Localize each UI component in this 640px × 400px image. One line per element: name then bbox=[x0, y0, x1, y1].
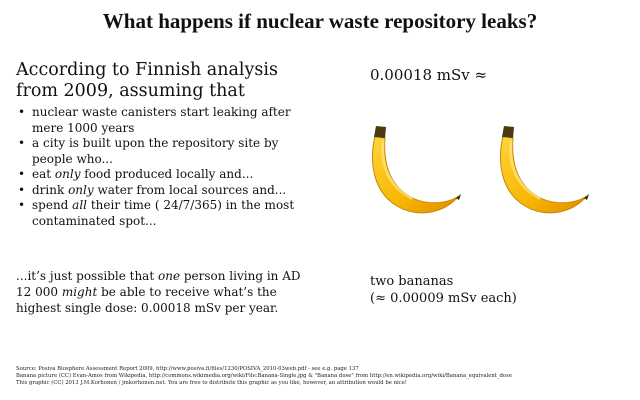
source-notes bbox=[16, 366, 628, 387]
banana-icon bbox=[355, 122, 465, 222]
source-line: This graphic (CC) 2013 J.M.Korhonen / jmkorhonen.net. You are free to distribute this graphic as you like, however, an attribution would be nice! bbox=[16, 380, 407, 386]
banana-icon bbox=[483, 122, 593, 222]
page-title: What happens if nuclear waste repository leaks? bbox=[102, 9, 538, 33]
dose-value: 0.00018 mSv ≈ bbox=[370, 66, 488, 84]
list-item: • drink only water from local sources and... bbox=[18, 182, 287, 197]
intro-text: According to Finnish analysis from 2009, assuming that bbox=[16, 60, 278, 101]
source-line: Banana picture (CC) Evan-Amos from Wikipedia, http://commons.wikimedia.org/wiki/File:Banana-Single.jpg & "Banana dose" from http://en.wikipedia.org/wiki/Banana_equivalent_dose bbox=[16, 373, 512, 379]
assumption-list bbox=[16, 105, 316, 229]
list-item: • spend all their time ( 24/7/365) in the most contaminated spot... bbox=[18, 198, 295, 228]
list-item: • a city is built upon the repository site by people who... bbox=[18, 136, 279, 166]
list-item: • nuclear waste canisters start leaking after mere 1000 years bbox=[18, 105, 291, 135]
source-line: Source: Posiva Biosphere Assessment Report 2009, http://www.posiva.fi/files/1230/POSIVA_2010-03web.pdf - see e.g. page 137 bbox=[16, 366, 359, 372]
banana-caption: two bananas (≈ 0.00009 mSv each) bbox=[370, 274, 517, 306]
list-item: • eat only food produced locally and... bbox=[18, 167, 254, 181]
conclusion-text: ...it’s just possible that one person living in AD 12 000 might be able to receive what’s the highest single dose: 0.00018 mSv per year. bbox=[16, 269, 301, 315]
